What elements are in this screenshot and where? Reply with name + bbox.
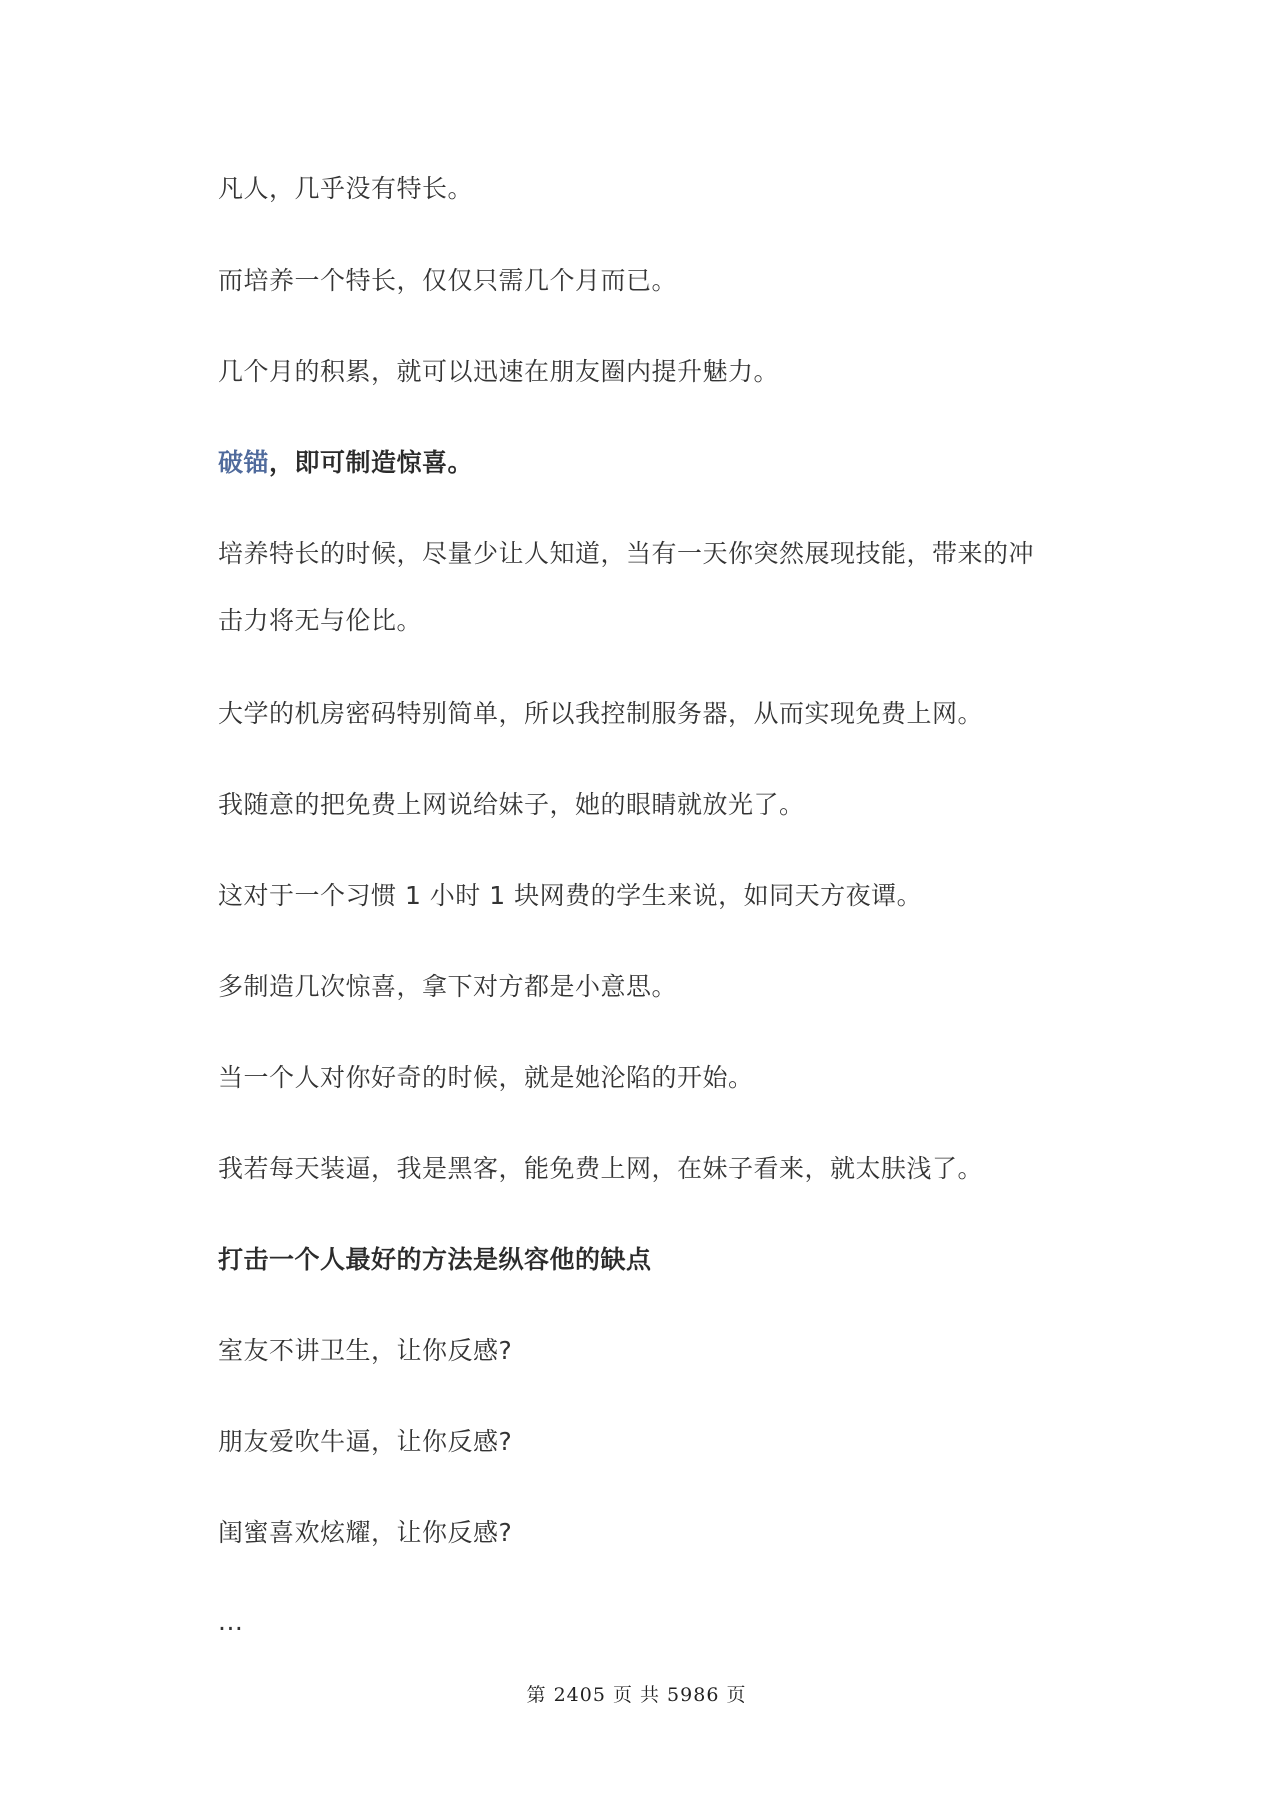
paragraph: 我若每天装逼，我是黑客，能免费上网，在妹子看来，就太肤浅了。 [218,1154,984,1183]
paragraph: 培养特长的时候，尽量少让人知道，当有一天你突然展现技能，带来的冲 [218,539,1035,568]
paragraph: 室友不讲卫生，让你反感? [218,1336,513,1365]
heading-highlight: 破锚 [218,448,270,477]
paragraph: 朋友爱吹牛逼，让你反感? [218,1427,513,1456]
paragraph: 我随意的把免费上网说给妹子，她的眼睛就放光了。 [218,790,805,819]
page-number-footer: 第 2405 页 共 5986 页 [526,1684,747,1706]
paragraph: 多制造几次惊喜，拿下对方都是小意思。 [218,972,678,1001]
section-heading [218,446,473,480]
heading-text: ，即可制造惊喜。 [269,448,474,477]
paragraph: 大学的机房密码特别简单，所以我控制服务器，从而实现免费上网。 [218,699,984,728]
paragraph: 而培养一个特长，仅仅只需几个月而已。 [218,266,678,295]
paragraph: 凡人，几乎没有特长。 [218,174,474,203]
paragraph: 击力将无与伦比。 [218,606,423,635]
paragraph: 闺蜜喜欢炫耀，让你反感? [218,1518,513,1547]
section-heading: 打击一个人最好的方法是纵容他的缺点 [218,1245,652,1274]
paragraph: 这对于一个习惯 1 小时 1 块网费的学生来说，如同天方夜谭。 [218,881,923,910]
paragraph: 当一个人对你好奇的时候，就是她沦陷的开始。 [218,1063,754,1092]
ellipsis: ... [218,1607,244,1636]
paragraph: 几个月的积累，就可以迅速在朋友圈内提升魅力。 [218,357,780,386]
